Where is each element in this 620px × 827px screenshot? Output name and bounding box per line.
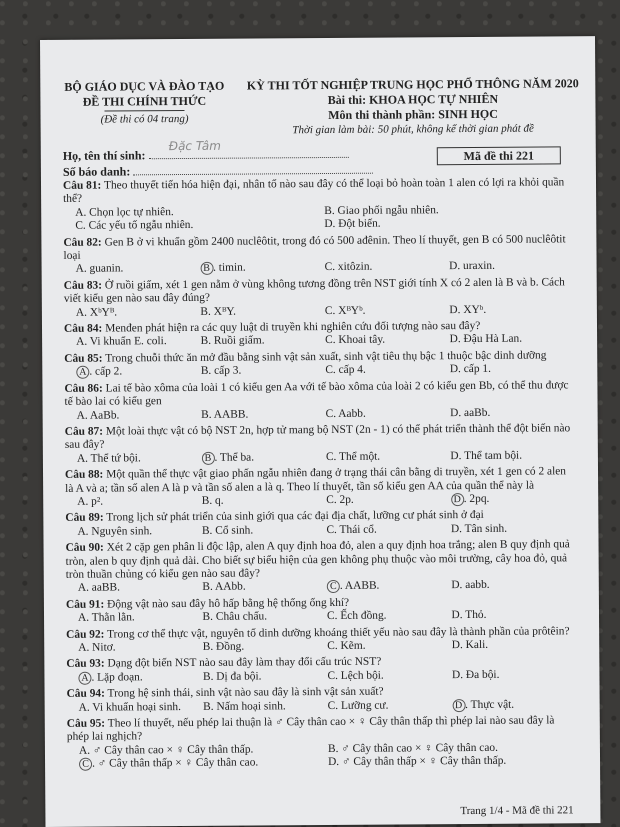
question-text: Trong chuỗi thức ăn mở đầu bằng sinh vật sản xuất, sinh vật tiêu thụ bậc 1 thuộc bậc dinh dưỡng bbox=[105, 349, 547, 365]
question-item bbox=[63, 233, 573, 277]
answer-options bbox=[67, 698, 577, 715]
page-footer: Trang 1/4 - Mã đề thi 221 bbox=[460, 804, 574, 818]
name-label: Họ, tên thí sinh: bbox=[62, 148, 146, 163]
answer-option[interactable]: A. Thể tứ bội. bbox=[76, 452, 141, 465]
answer-option[interactable]: B. AABB. bbox=[201, 408, 249, 421]
ministry-name: BỘ GIÁO DỤC VÀ ĐÀO TẠO bbox=[64, 78, 225, 94]
answer-options bbox=[65, 492, 575, 509]
answer-option[interactable]: D. Thỏ. bbox=[451, 609, 487, 622]
answer-options bbox=[65, 522, 575, 539]
answer-option[interactable]: A. guanin. bbox=[75, 262, 124, 276]
answer-option[interactable]: D. Đậu Hà Lan. bbox=[449, 333, 523, 346]
answer-option[interactable]: B. Dị đa bội. bbox=[202, 670, 262, 683]
exam-title: KỲ THI TỐT NGHIỆP TRUNG HỌC PHỔ THÔNG NĂM 2020 bbox=[246, 76, 579, 93]
handwritten-name: Đặc Tâm bbox=[168, 138, 221, 154]
question-number: Câu 91: bbox=[65, 598, 105, 611]
circled-letter: D bbox=[452, 699, 465, 712]
circled-letter: C bbox=[327, 580, 340, 593]
question-number: Câu 86: bbox=[64, 382, 103, 395]
circled-letter: A bbox=[78, 671, 91, 684]
answer-option[interactable]: C. Kẽm. bbox=[327, 639, 366, 653]
question-text: Menđen phát hiện ra các quy luật di truyền khi nghiên cứu đối tượng nào sau đây? bbox=[105, 319, 481, 335]
question-item bbox=[64, 276, 574, 320]
answer-option[interactable]: A. ♂ Cây thân cao × ♀ Cây thân thấp. bbox=[78, 743, 254, 757]
question-number: Câu 81: bbox=[62, 179, 102, 192]
answer-option[interactable]: D. Kali. bbox=[451, 638, 489, 652]
question-text: Trong lịch sử phát triển của sinh giới qua các đại địa chất, lưỡng cư phát sinh ở đại bbox=[106, 509, 484, 524]
answer-option[interactable]: C. Thể một. bbox=[325, 450, 381, 463]
question-text: Lai tế bào xôma của loài 1 có kiểu gen Aa với tế bào xôma của loài 2 có kiểu gen Bb, có thể thu được tế bào lai có kiểu gen bbox=[64, 379, 569, 408]
id-line bbox=[133, 162, 373, 176]
answer-options bbox=[64, 303, 574, 320]
answer-options bbox=[64, 333, 574, 350]
answer-option[interactable]: B. Châu chấu. bbox=[202, 610, 268, 624]
answer-option[interactable]: B. ♂ Cây thân cao × ♀ Cây thân cao. bbox=[327, 741, 498, 755]
question-number: Câu 84: bbox=[63, 322, 103, 335]
answer-options bbox=[63, 203, 573, 233]
answer-option[interactable]: B . Thể ba. bbox=[201, 451, 326, 465]
question-stem bbox=[64, 276, 574, 306]
official-label: ĐỀ THI CHÍNH THỨC bbox=[82, 93, 207, 109]
page-count: (Đề thi có 04 trang) bbox=[100, 112, 189, 126]
exam-code-box: Mã đề thi 221 bbox=[437, 146, 561, 165]
answer-options bbox=[64, 260, 574, 277]
question-item bbox=[63, 176, 573, 233]
answer-option[interactable]: C. cấp 4. bbox=[325, 364, 366, 377]
question-stem bbox=[67, 714, 577, 744]
answer-option[interactable]: D. aaBb. bbox=[450, 406, 491, 419]
question-stem bbox=[66, 538, 576, 582]
answer-option[interactable]: A. Nguyên sinh. bbox=[77, 524, 153, 538]
question-item bbox=[66, 625, 576, 655]
question-item bbox=[64, 379, 574, 423]
question-item bbox=[65, 509, 575, 539]
question-number: Câu 92: bbox=[66, 628, 105, 641]
question-number: Câu 87: bbox=[64, 425, 104, 438]
question-text: Một loài thực vật có bộ NST 2n, hợp tử mang bộ NST (2n - 1) có thể phát triển thành thể đột biến nào sau đây? bbox=[64, 422, 571, 452]
question-number: Câu 89: bbox=[65, 511, 104, 525]
answer-option[interactable]: C. Lệch bội. bbox=[327, 669, 384, 682]
question-text: Trong hệ sinh thái, sinh vật nào sau đây là sinh vật sản xuất? bbox=[107, 685, 384, 700]
answer-option[interactable]: A. XᵇYᴮ. bbox=[75, 306, 118, 319]
answer-option[interactable]: A. aaBB. bbox=[77, 581, 120, 595]
answer-option[interactable]: C. 2p. bbox=[326, 493, 354, 506]
question-number: Câu 90: bbox=[65, 541, 104, 554]
answer-options bbox=[65, 449, 575, 466]
question-list bbox=[63, 176, 577, 774]
question-text: Dạng đột biến NST nào sau đây làm thay đổi cấu trúc NST? bbox=[107, 656, 382, 670]
question-text: Theo thuyết tiến hóa hiện đại, nhân tố nào sau đây có thể loại bỏ hoàn toàn 1 alen có lợi ra khỏi quần thể? bbox=[63, 176, 565, 206]
answer-option[interactable]: D. ♂ Cây thân thấp × ♀ Cây thân thấp. bbox=[328, 755, 507, 769]
question-text: Theo lí thuyết, nếu phép lai thuận là ♂ Cây thân cao × ♀ Cây thân thấp thì phép lai nào sau đây là phép lai nghịch? bbox=[66, 714, 555, 744]
answer-option[interactable]: D. Đa bội. bbox=[451, 668, 500, 681]
answer-option[interactable]: C . ♂ Cây thân thấp × ♀ Cây thân cao. bbox=[79, 756, 328, 771]
answer-options bbox=[66, 668, 576, 685]
question-number: Câu 93: bbox=[66, 657, 105, 671]
answer-option[interactable]: B. Ruồi giấm. bbox=[200, 334, 265, 348]
circled-letter: B bbox=[200, 262, 213, 275]
answer-options bbox=[64, 363, 574, 380]
answer-option[interactable]: A . cấp 2. bbox=[76, 365, 201, 379]
answer-option[interactable]: B. XᴮY. bbox=[200, 305, 236, 318]
question-stem bbox=[65, 465, 575, 495]
question-text: Gen B ở vi khuẩn gồm 2400 nuclêôtit, trong đó có 500 ađênin. Theo lí thuyết, gen B có 500 nuclêôtit loại bbox=[63, 232, 566, 262]
answer-option[interactable]: B. Nấm hoại sinh. bbox=[203, 699, 286, 713]
answer-option[interactable]: B. AAbb. bbox=[202, 580, 246, 594]
exam-time: Thời gian làm bài: 50 phút, không kể thời gian phát đề bbox=[292, 122, 534, 137]
question-stem bbox=[64, 379, 574, 409]
answer-option[interactable]: D . 2pq. bbox=[451, 492, 576, 506]
question-item bbox=[65, 422, 575, 466]
answer-options bbox=[66, 638, 576, 655]
answer-option[interactable]: D. uraxin. bbox=[449, 260, 496, 273]
answer-option[interactable]: A. p². bbox=[77, 495, 104, 508]
question-item bbox=[66, 595, 576, 625]
answer-option[interactable]: B. cấp 3. bbox=[200, 364, 242, 378]
answer-option[interactable]: A. Nitơ. bbox=[78, 641, 116, 654]
question-item bbox=[67, 684, 577, 714]
answer-option[interactable]: A. Thằn lằn. bbox=[77, 611, 135, 624]
answer-option[interactable]: A. Vi khuẩn hoại sinh. bbox=[78, 700, 181, 714]
answer-option[interactable]: A. AaBb. bbox=[76, 408, 120, 422]
question-item bbox=[64, 349, 574, 379]
header-left bbox=[54, 79, 234, 128]
question-text: Một quần thể thực vật giao phấn ngẫu nhiên đang ở trạng thái cân bằng di truyền, xét 1 gen có 2 alen là A và a; tần số alen A là p và tần số alen a là q. Theo lí thuyết, tần số kiểu gen AA của quần thể này là bbox=[65, 465, 567, 495]
question-stem bbox=[63, 233, 573, 263]
question-item bbox=[67, 714, 577, 771]
question-stem bbox=[63, 176, 573, 206]
question-number: Câu 85: bbox=[64, 352, 103, 365]
answer-options bbox=[66, 579, 576, 596]
header-right bbox=[240, 76, 585, 138]
question-text: Động vật nào sau đây hô hấp bằng hệ thống ống khí? bbox=[107, 596, 350, 611]
answer-option[interactable]: A. Chọn lọc tự nhiên. bbox=[75, 205, 174, 219]
answer-option[interactable]: A . Lặp đoạn. bbox=[78, 671, 203, 685]
answer-option[interactable]: C. Thái cổ. bbox=[326, 523, 377, 536]
answer-option[interactable]: D. aabb. bbox=[451, 579, 490, 592]
circled-letter: B bbox=[201, 452, 214, 465]
question-number: Câu 82: bbox=[63, 236, 102, 249]
answer-option[interactable]: D. Tân sinh. bbox=[450, 522, 508, 535]
question-item bbox=[66, 538, 576, 595]
question-number: Câu 95: bbox=[66, 717, 106, 730]
question-item bbox=[65, 465, 575, 509]
answer-option[interactable]: A. Vi khuẩn E. coli. bbox=[76, 335, 167, 349]
answer-option[interactable]: B. Giao phối ngẫu nhiên. bbox=[324, 204, 439, 217]
answer-option[interactable]: B. q. bbox=[201, 494, 224, 507]
answer-option[interactable]: C . AABB. bbox=[327, 580, 452, 594]
question-number: Câu 88: bbox=[64, 468, 104, 481]
question-item bbox=[66, 655, 576, 685]
question-text: Trong cơ thể thực vật, nguyên tố dinh dưỡng khoáng thiết yếu nào sau đây là thành phần của prôtêin? bbox=[107, 624, 570, 641]
answer-options bbox=[66, 608, 576, 625]
question-stem bbox=[65, 422, 575, 452]
answer-option[interactable]: C. Lưỡng cư. bbox=[327, 699, 389, 712]
answer-option[interactable]: D. XYᵇ. bbox=[449, 303, 487, 316]
answer-option[interactable]: C. Ếch đồng. bbox=[326, 609, 387, 623]
answer-option[interactable]: D. Đột biến. bbox=[324, 217, 381, 231]
answer-option[interactable]: D. Thể tam bội. bbox=[450, 449, 523, 462]
answer-option[interactable]: C. xitôzin. bbox=[324, 261, 373, 274]
answer-option[interactable]: C. Aabb. bbox=[325, 407, 366, 420]
answer-option[interactable]: D . Thực vật. bbox=[452, 698, 577, 712]
id-label: Số báo danh: bbox=[62, 164, 131, 179]
answer-options bbox=[65, 406, 575, 423]
question-item bbox=[64, 319, 574, 349]
answer-option[interactable]: D. cấp 1. bbox=[449, 363, 491, 376]
question-text: Xét 2 cặp gen phân li độc lập, alen A quy định hoa đỏ, alen a quy định hoa trắng; alen B quy định quả tròn, alen b quy định quả dài. Cho biết sự biểu hiện của gen không phụ thuộc vào môi trường, cây hoa đỏ, quả tròn thuần chủng có kiểu gen nào sau đây? bbox=[65, 538, 570, 581]
circled-letter: D bbox=[451, 493, 464, 506]
answer-option[interactable]: C. Các yếu tố ngẫu nhiên. bbox=[75, 219, 194, 232]
exam-paper bbox=[40, 36, 600, 827]
exam-component: Môn thi thành phần: SINH HỌC bbox=[328, 106, 498, 122]
exam-subject: Bài thi: KHOA HỌC TỰ NHIÊN bbox=[327, 91, 499, 107]
answer-option[interactable]: B. Cổ sinh. bbox=[201, 524, 254, 537]
answer-option[interactable]: C. XᴮYᵇ. bbox=[324, 304, 366, 317]
answer-option[interactable]: B . timin. bbox=[200, 261, 325, 275]
question-number: Câu 83: bbox=[63, 279, 103, 292]
answer-option[interactable]: B. Đồng. bbox=[202, 640, 245, 653]
circled-letter: C bbox=[79, 758, 92, 771]
question-text: Ở ruồi giấm, xét 1 gen nằm ở vùng không tương đồng trên NST giới tính X có 2 alen là B và b. Cách viết kiểu gen nào sau đây đúng? bbox=[63, 276, 565, 306]
answer-options bbox=[67, 741, 577, 771]
answer-option[interactable]: C. Khoai tây. bbox=[325, 334, 386, 347]
circled-letter: A bbox=[76, 366, 89, 379]
question-number: Câu 94: bbox=[66, 687, 105, 701]
